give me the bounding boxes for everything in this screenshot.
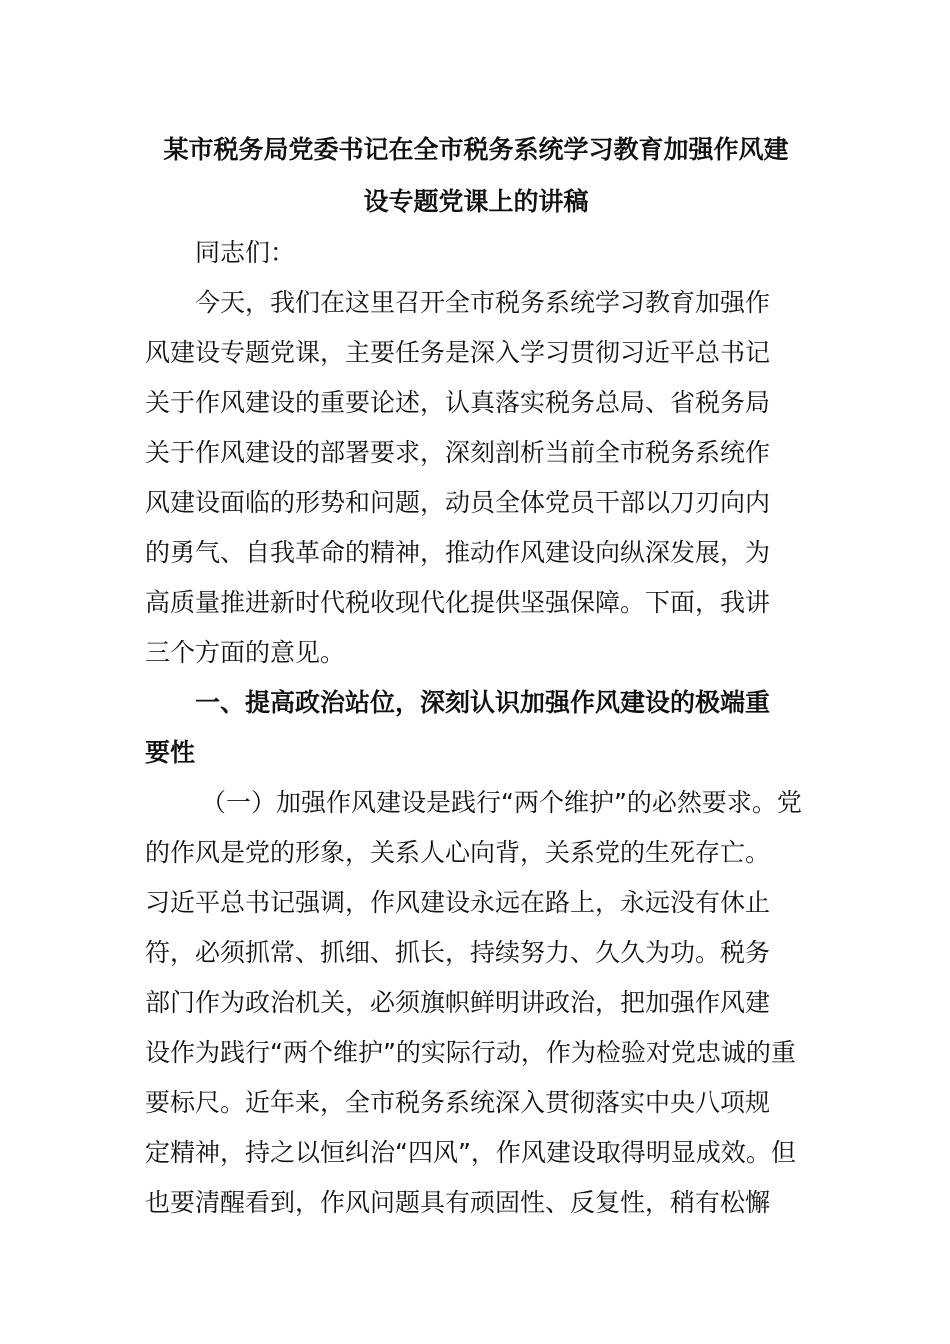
heading-line: 要性 — [145, 738, 196, 767]
paragraph-line: 习近平总书记强调，作风建设永远在路上，永远没有休止 — [145, 888, 771, 917]
document-title — [145, 124, 807, 228]
section-paragraph — [145, 778, 807, 1228]
paragraph-line: 的勇气、自我革命的精神，推动作风建设向纵深发展，为 — [145, 538, 771, 567]
paragraph-line: 要标尺。近年来，全市税务系统深入贯彻落实中央八项规 — [145, 1088, 771, 1117]
paragraph-line: 符，必须抓常、抓细、抓长，持续努力、久久为功。税务 — [145, 938, 771, 967]
paragraph-line: 三个方面的意见。 — [145, 638, 346, 667]
paragraph-line: 关于作风建设的重要论述，认真落实税务总局、省税务局 — [145, 388, 771, 417]
intro-paragraph — [145, 278, 807, 678]
salutation-text: 同志们： — [195, 238, 296, 267]
document-body — [145, 124, 807, 1228]
paragraph-line: 的作风是党的形象，关系人心向背，关系党的生死存亡。 — [145, 838, 771, 867]
paragraph-line: 高质量推进新时代税收现代化提供坚强保障。下面，我讲 — [145, 588, 771, 617]
paragraph-line: 风建设面临的形势和问题，动员全体党员干部以刀刃向内 — [145, 488, 771, 517]
paragraph-line: 关于作风建设的部署要求，深刻剖析当前全市税务系统作 — [145, 438, 771, 467]
paragraph-line: 部门作为政治机关，必须旗帜鲜明讲政治，把加强作风建 — [145, 988, 771, 1017]
paragraph-line: 定精神，持之以恒纠治“四风”，作风建设取得明显成效。但 — [145, 1138, 796, 1167]
paragraph-line: （一）加强作风建设是践行“两个维护”的必然要求。党 — [201, 788, 802, 817]
paragraph-line: 也要清醒看到，作风问题具有顽固性、反复性，稍有松懈 — [145, 1188, 771, 1217]
title-line: 某市税务局党委书记在全市税务系统学习教育加强作风建 — [163, 135, 789, 164]
paragraph-line: 今天，我们在这里召开全市税务系统学习教育加强作 — [195, 288, 771, 317]
section-heading — [145, 678, 807, 778]
title-line: 设专题党课上的讲稿 — [363, 187, 589, 216]
salutation — [145, 228, 807, 278]
paragraph-line: 设作为践行“两个维护”的实际行动，作为检验对党忠诚的重 — [145, 1038, 796, 1067]
heading-line: 一、提高政治站位，深刻认识加强作风建设的极端重 — [195, 688, 771, 717]
paragraph-line: 风建设专题党课，主要任务是深入学习贯彻习近平总书记 — [145, 338, 771, 367]
